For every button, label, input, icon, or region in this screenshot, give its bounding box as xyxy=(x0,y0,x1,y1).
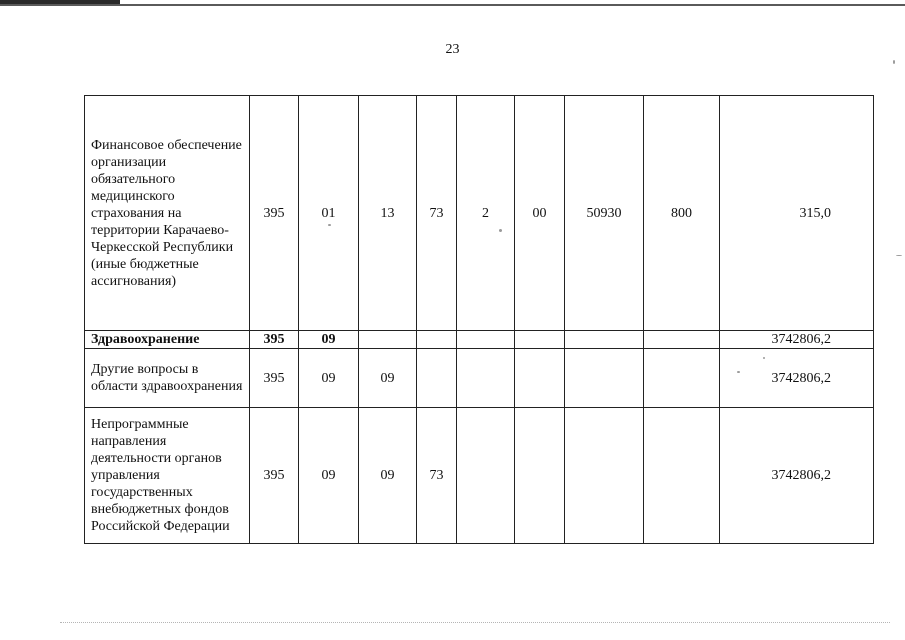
row-name: Финансовое обеспечение организации обязательного медицинского страхования на территории Карачаево-Черкесской Республики (иные бюджетные ассигнования) xyxy=(85,96,250,331)
code-cell: 73 xyxy=(417,96,457,331)
code-cell: 50930 xyxy=(565,96,644,331)
top-border-line xyxy=(0,4,905,6)
budget-table xyxy=(84,95,874,544)
table-row xyxy=(85,96,874,331)
scan-speck xyxy=(737,371,740,373)
code-cell: 800 xyxy=(644,96,720,331)
scan-speck xyxy=(896,255,902,256)
code-cell xyxy=(565,408,644,544)
row-name: Другие вопросы в области здравоохранения xyxy=(85,349,250,408)
code-cell xyxy=(457,349,515,408)
code-cell xyxy=(417,349,457,408)
code-cell: 01 xyxy=(299,96,359,331)
amount-cell: 3742806,2 xyxy=(720,408,874,544)
code-cell xyxy=(457,408,515,544)
code-cell: 395 xyxy=(250,408,299,544)
code-cell: 395 xyxy=(250,331,299,349)
amount-cell: 315,0 xyxy=(720,96,874,331)
code-cell xyxy=(515,331,565,349)
amount-cell: 3742806,2 xyxy=(720,349,874,408)
code-cell xyxy=(515,349,565,408)
code-cell: 09 xyxy=(299,408,359,544)
amount-cell: 3742806,2 xyxy=(720,331,874,349)
code-cell: 09 xyxy=(359,349,417,408)
scan-noise-line xyxy=(60,622,890,623)
scan-speck xyxy=(499,229,502,232)
code-cell: 395 xyxy=(250,96,299,331)
code-cell: 09 xyxy=(299,331,359,349)
code-cell xyxy=(457,331,515,349)
scan-speck xyxy=(763,357,765,359)
code-cell xyxy=(417,331,457,349)
code-cell: 13 xyxy=(359,96,417,331)
table-row xyxy=(85,408,874,544)
table-row xyxy=(85,331,874,349)
code-cell: 09 xyxy=(299,349,359,408)
scan-speck xyxy=(893,60,895,64)
row-name: Здравоохранение xyxy=(85,331,250,349)
code-cell: 00 xyxy=(515,96,565,331)
table-row xyxy=(85,349,874,408)
code-cell xyxy=(644,349,720,408)
code-cell: 73 xyxy=(417,408,457,544)
scan-speck xyxy=(328,224,331,226)
code-cell: 395 xyxy=(250,349,299,408)
code-cell xyxy=(565,331,644,349)
code-cell xyxy=(515,408,565,544)
row-name: Непрограммные направления деятельности органов управления государственных внебюджетных фондов Российской Федерации xyxy=(85,408,250,544)
code-cell xyxy=(644,331,720,349)
code-cell xyxy=(565,349,644,408)
code-cell: 2 xyxy=(457,96,515,331)
code-cell: 09 xyxy=(359,408,417,544)
code-cell xyxy=(359,331,417,349)
page-number: 23 xyxy=(445,42,460,57)
code-cell xyxy=(644,408,720,544)
